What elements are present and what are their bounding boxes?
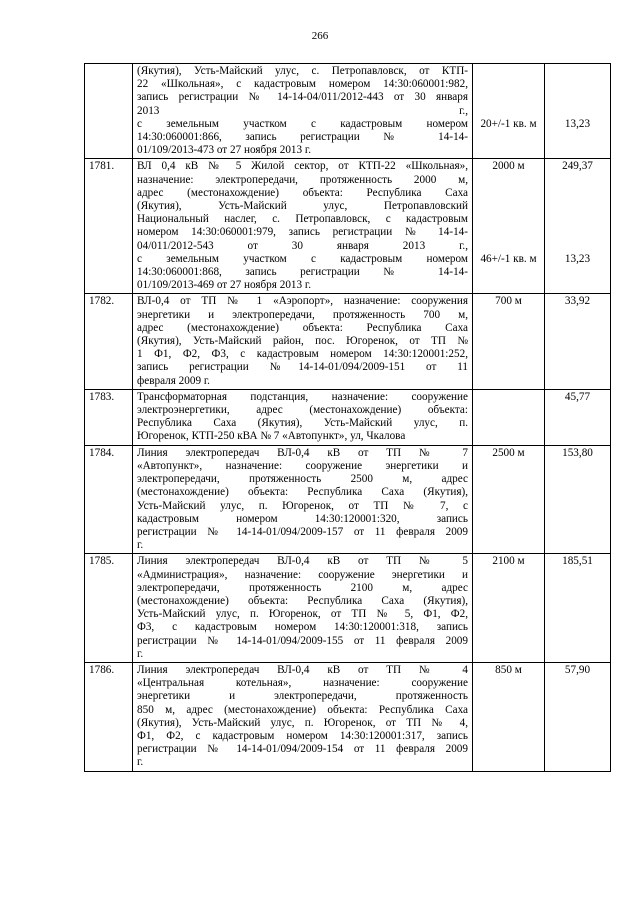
value-line <box>549 144 606 157</box>
description-line: 04/011/2012-543 от 30 января 2013 г., <box>137 239 468 252</box>
description-line: регистрации № 14-14-01/094/2009-154 от 11 февраля 2009 <box>137 743 468 756</box>
row-number-cell: 1786. <box>85 662 133 771</box>
value-line <box>549 65 606 78</box>
value-line <box>549 105 606 118</box>
value-line: 13,23 <box>564 117 591 130</box>
size-line <box>477 404 540 417</box>
description-line: Югоренок, КТП-250 кВА № 7 «Автопункт», ул, Чкалова <box>137 430 406 443</box>
value-line <box>549 526 606 539</box>
value-line <box>549 539 606 552</box>
table-row <box>85 662 611 771</box>
description-line: Ф1, Ф2, с кадастровым номером 14:30:120001:317, запись <box>137 729 468 742</box>
description-line: ВЛ-0,4 от ТП № 1 «Аэропорт», назначение: сооружения <box>137 295 468 308</box>
description-line: (Якутия), Усть-Майский район, пос. Югоренок, от ТП № <box>137 335 468 348</box>
property-table <box>84 63 611 772</box>
description-line: электроэнергетики, адрес (местонахождение) объекта: <box>137 404 468 417</box>
size-line <box>477 569 540 582</box>
value-line <box>549 608 606 621</box>
size-line <box>477 91 540 104</box>
description-line: Усть-Майский улус, п. Югоренок, от ТП № 7, с <box>137 499 468 512</box>
value-line: 13,23 <box>564 252 591 265</box>
description-line: февраля 2009 г. <box>137 374 210 387</box>
size-cell <box>473 294 545 389</box>
description-cell <box>133 445 473 554</box>
size-line <box>477 690 540 703</box>
value-line <box>549 279 606 292</box>
description-line: (Якутия), Усть-Майский улус, с. Петропавловск, от КТП- <box>137 65 468 77</box>
size-line: 850 м <box>495 663 522 676</box>
value-line <box>549 361 606 374</box>
value-line <box>549 131 606 144</box>
size-line <box>477 240 540 253</box>
value-line: 249,37 <box>562 160 593 173</box>
table-row <box>85 64 611 159</box>
row-number-cell: 1784. <box>85 445 133 554</box>
size-line <box>477 621 540 634</box>
description-cell <box>133 159 473 294</box>
value-line <box>549 335 606 348</box>
value-line <box>549 690 606 703</box>
size-line <box>477 582 540 595</box>
description-line: кадастровым номером 14:30:120001:320, запись <box>137 512 468 525</box>
size-line <box>477 677 540 690</box>
size-line <box>477 131 540 144</box>
value-line <box>549 322 606 335</box>
value-line <box>549 266 606 279</box>
value-line <box>549 78 606 91</box>
size-line <box>477 730 540 743</box>
value-line <box>549 635 606 648</box>
description-line: (местонахождение) объекта: Республика Саха (Якутия), <box>137 486 468 499</box>
description-line: Национальный наслег, с. Петропавловск, с кадастровым <box>137 213 468 226</box>
value-cell <box>545 159 611 294</box>
size-line <box>477 322 540 335</box>
description-line: с земельным участком с кадастровым номером <box>137 252 468 265</box>
size-line <box>477 486 540 499</box>
size-line <box>477 539 540 552</box>
size-line <box>477 105 540 118</box>
value-line <box>549 648 606 661</box>
size-line: 2100 м <box>492 555 525 568</box>
row-number-cell: 1783. <box>85 389 133 445</box>
size-cell <box>473 554 545 663</box>
description-line: адрес (местонахождение) объекта: Республика Саха <box>137 321 468 334</box>
size-line <box>477 78 540 91</box>
size-line <box>477 266 540 279</box>
row-number-cell <box>85 64 133 159</box>
size-line <box>477 430 540 443</box>
description-line: электропередачи, протяженность 2500 м, адрес <box>137 473 468 486</box>
description-cell <box>133 64 473 159</box>
size-line <box>477 704 540 717</box>
size-cell <box>473 64 545 159</box>
description-line: регистрации № 14-14-01/094/2009-157 от 11 февраля 2009 <box>137 525 468 538</box>
description-line: регистрации № 14-14-01/094/2009-155 от 11 февраля 2009 <box>137 634 468 647</box>
size-line <box>477 417 540 430</box>
size-line: 2000 м <box>492 160 525 173</box>
value-line <box>549 704 606 717</box>
description-line: Линия электропередач ВЛ-0,4 кВ от ТП № 7 <box>137 446 468 459</box>
size-line: 46+/-1 кв. м <box>480 252 537 265</box>
row-number-cell: 1782. <box>85 294 133 389</box>
row-number-cell: 1785. <box>85 554 133 663</box>
value-line <box>549 187 606 200</box>
size-line <box>477 526 540 539</box>
value-line <box>549 213 606 226</box>
value-line <box>549 500 606 513</box>
description-line: 1 Ф1, Ф2, Ф3, с кадастровым номером 14:30:120001:252, <box>137 348 468 361</box>
description-line: энергетики и электропередачи, протяженность 700 м, <box>137 308 468 321</box>
value-cell <box>545 389 611 445</box>
value-line <box>549 756 606 769</box>
size-line <box>477 144 540 157</box>
value-line <box>549 473 606 486</box>
value-line <box>549 226 606 239</box>
size-line <box>477 174 540 187</box>
value-line <box>549 375 606 388</box>
description-line: (Якутия), Усть-Майский улус, п. Югоренок, от ТП № 4, <box>137 716 468 729</box>
value-cell <box>545 294 611 389</box>
table-row <box>85 389 611 445</box>
value-cell <box>545 64 611 159</box>
value-line: 45,77 <box>564 390 591 403</box>
value-line <box>549 569 606 582</box>
description-line: 22 «Школьная», с кадастровым номером 14:30:060001:982, <box>137 78 468 91</box>
size-line <box>477 500 540 513</box>
value-line <box>549 91 606 104</box>
description-line: с земельным участком с кадастровым номером <box>137 117 468 130</box>
value-line: 153,80 <box>562 446 593 459</box>
value-line <box>549 404 606 417</box>
value-line <box>549 309 606 322</box>
size-line <box>477 635 540 648</box>
description-line: 01/109/2013-469 от 27 ноября 2013 г. <box>137 279 312 292</box>
description-line: 850 м, адрес (местонахождение) объекта: Республика Саха <box>137 703 468 716</box>
description-line: запись регистрации №14-14-01/094/2009-151 от 11 <box>137 361 468 374</box>
value-line <box>549 717 606 730</box>
size-cell <box>473 389 545 445</box>
description-line: Ф3, с кадастровым номером 14:30:120001:318, запись <box>137 621 468 634</box>
size-line <box>477 226 540 239</box>
value-line <box>549 621 606 634</box>
description-line: (местонахождение) объекта: Республика Саха (Якутия), <box>137 594 468 607</box>
size-line <box>477 608 540 621</box>
value-line <box>549 677 606 690</box>
description-line: 2013 г., <box>137 104 468 117</box>
description-line: «Администрация», назначение: сооружение энергетики и <box>137 568 468 581</box>
value-line <box>549 486 606 499</box>
description-line: номером 14:30:060001:979, запись регистрации № 14-14- <box>137 226 468 239</box>
size-line <box>477 595 540 608</box>
row-number-cell: 1781. <box>85 159 133 294</box>
size-line <box>477 200 540 213</box>
size-line: 20+/-1 кв. м <box>480 117 537 130</box>
description-line: г. <box>137 756 144 769</box>
size-line <box>477 335 540 348</box>
description-cell <box>133 389 473 445</box>
size-cell <box>473 662 545 771</box>
description-line: Трансформаторная подстанция, назначение: сооружение <box>137 390 468 403</box>
size-line <box>477 717 540 730</box>
value-line <box>549 582 606 595</box>
size-line <box>477 743 540 756</box>
description-line: Линия электропередач ВЛ-0,4 кВ от ТП № 4 <box>137 663 468 676</box>
size-line <box>477 65 540 78</box>
property-table-body <box>85 64 611 772</box>
value-line <box>549 240 606 253</box>
value-line: 33,92 <box>564 295 591 308</box>
description-line: электропередачи, протяженность 2100 м, адрес <box>137 581 468 594</box>
description-line: (Якутия), Усть-Майский улус, Петропавловский <box>137 200 468 213</box>
size-line <box>477 279 540 292</box>
page-number: 266 <box>311 30 329 42</box>
value-line: 57,90 <box>564 663 591 676</box>
description-line: энергетики и электропередачи, протяженность <box>137 690 468 703</box>
value-cell <box>545 554 611 663</box>
size-cell <box>473 159 545 294</box>
size-line <box>477 309 540 322</box>
description-cell <box>133 662 473 771</box>
description-cell <box>133 554 473 663</box>
size-line <box>477 460 540 473</box>
table-row <box>85 554 611 663</box>
table-row <box>85 294 611 389</box>
size-line: 2500 м <box>492 446 525 459</box>
value-line <box>549 460 606 473</box>
value-line <box>549 513 606 526</box>
description-cell <box>133 294 473 389</box>
value-line <box>549 348 606 361</box>
description-line: адрес (местонахождение) объекта: Республика Саха <box>137 186 468 199</box>
value-line <box>549 743 606 756</box>
size-line <box>477 513 540 526</box>
size-line <box>477 213 540 226</box>
value-line <box>549 730 606 743</box>
description-line: 14:30:060001:866, запись регистрации № 14-14- <box>137 131 468 144</box>
size-line <box>477 756 540 769</box>
table-row <box>85 159 611 294</box>
description-line: запись регистрации № 14-14-04/011/2012-443 от 30 января <box>137 91 468 104</box>
value-line <box>549 200 606 213</box>
size-cell <box>473 445 545 554</box>
description-line: 14:30:060001:868, запись регистрации № 14-14- <box>137 266 468 279</box>
description-line: г. <box>137 539 144 552</box>
description-line: Усть-Майский улус, п. Югоренок, от ТП № 5, Ф1, Ф2, <box>137 608 468 621</box>
description-line: г. <box>137 647 144 660</box>
size-line <box>477 187 540 200</box>
size-line <box>477 648 540 661</box>
size-line <box>477 391 540 404</box>
description-line: ВЛ 0,4 кВ № 5 Жилой сектор, от КТП-22 «Школьная», <box>137 160 468 173</box>
size-line: 700 м <box>495 295 522 308</box>
size-line <box>477 375 540 388</box>
value-line <box>549 417 606 430</box>
value-line <box>549 430 606 443</box>
value-line <box>549 174 606 187</box>
value-line: 185,51 <box>562 555 593 568</box>
description-line: «Автопункт», назначение: сооружение энергетики и <box>137 459 468 472</box>
table-row <box>85 445 611 554</box>
size-line <box>477 348 540 361</box>
description-line: Линия электропередач ВЛ-0,4 кВ от ТП № 5 <box>137 555 468 568</box>
value-cell <box>545 662 611 771</box>
description-line: 01/109/2013-473 от 27 ноября 2013 г. <box>137 144 312 157</box>
description-line: назначение: электропередачи, протяженность 2000 м, <box>137 173 468 186</box>
description-line: «Центральная котельная», назначение: сооружение <box>137 677 468 690</box>
size-line <box>477 361 540 374</box>
description-line: Республика Саха (Якутия), Усть-Майский улус, п. <box>137 417 468 430</box>
value-line <box>549 595 606 608</box>
size-line <box>477 473 540 486</box>
value-cell <box>545 445 611 554</box>
